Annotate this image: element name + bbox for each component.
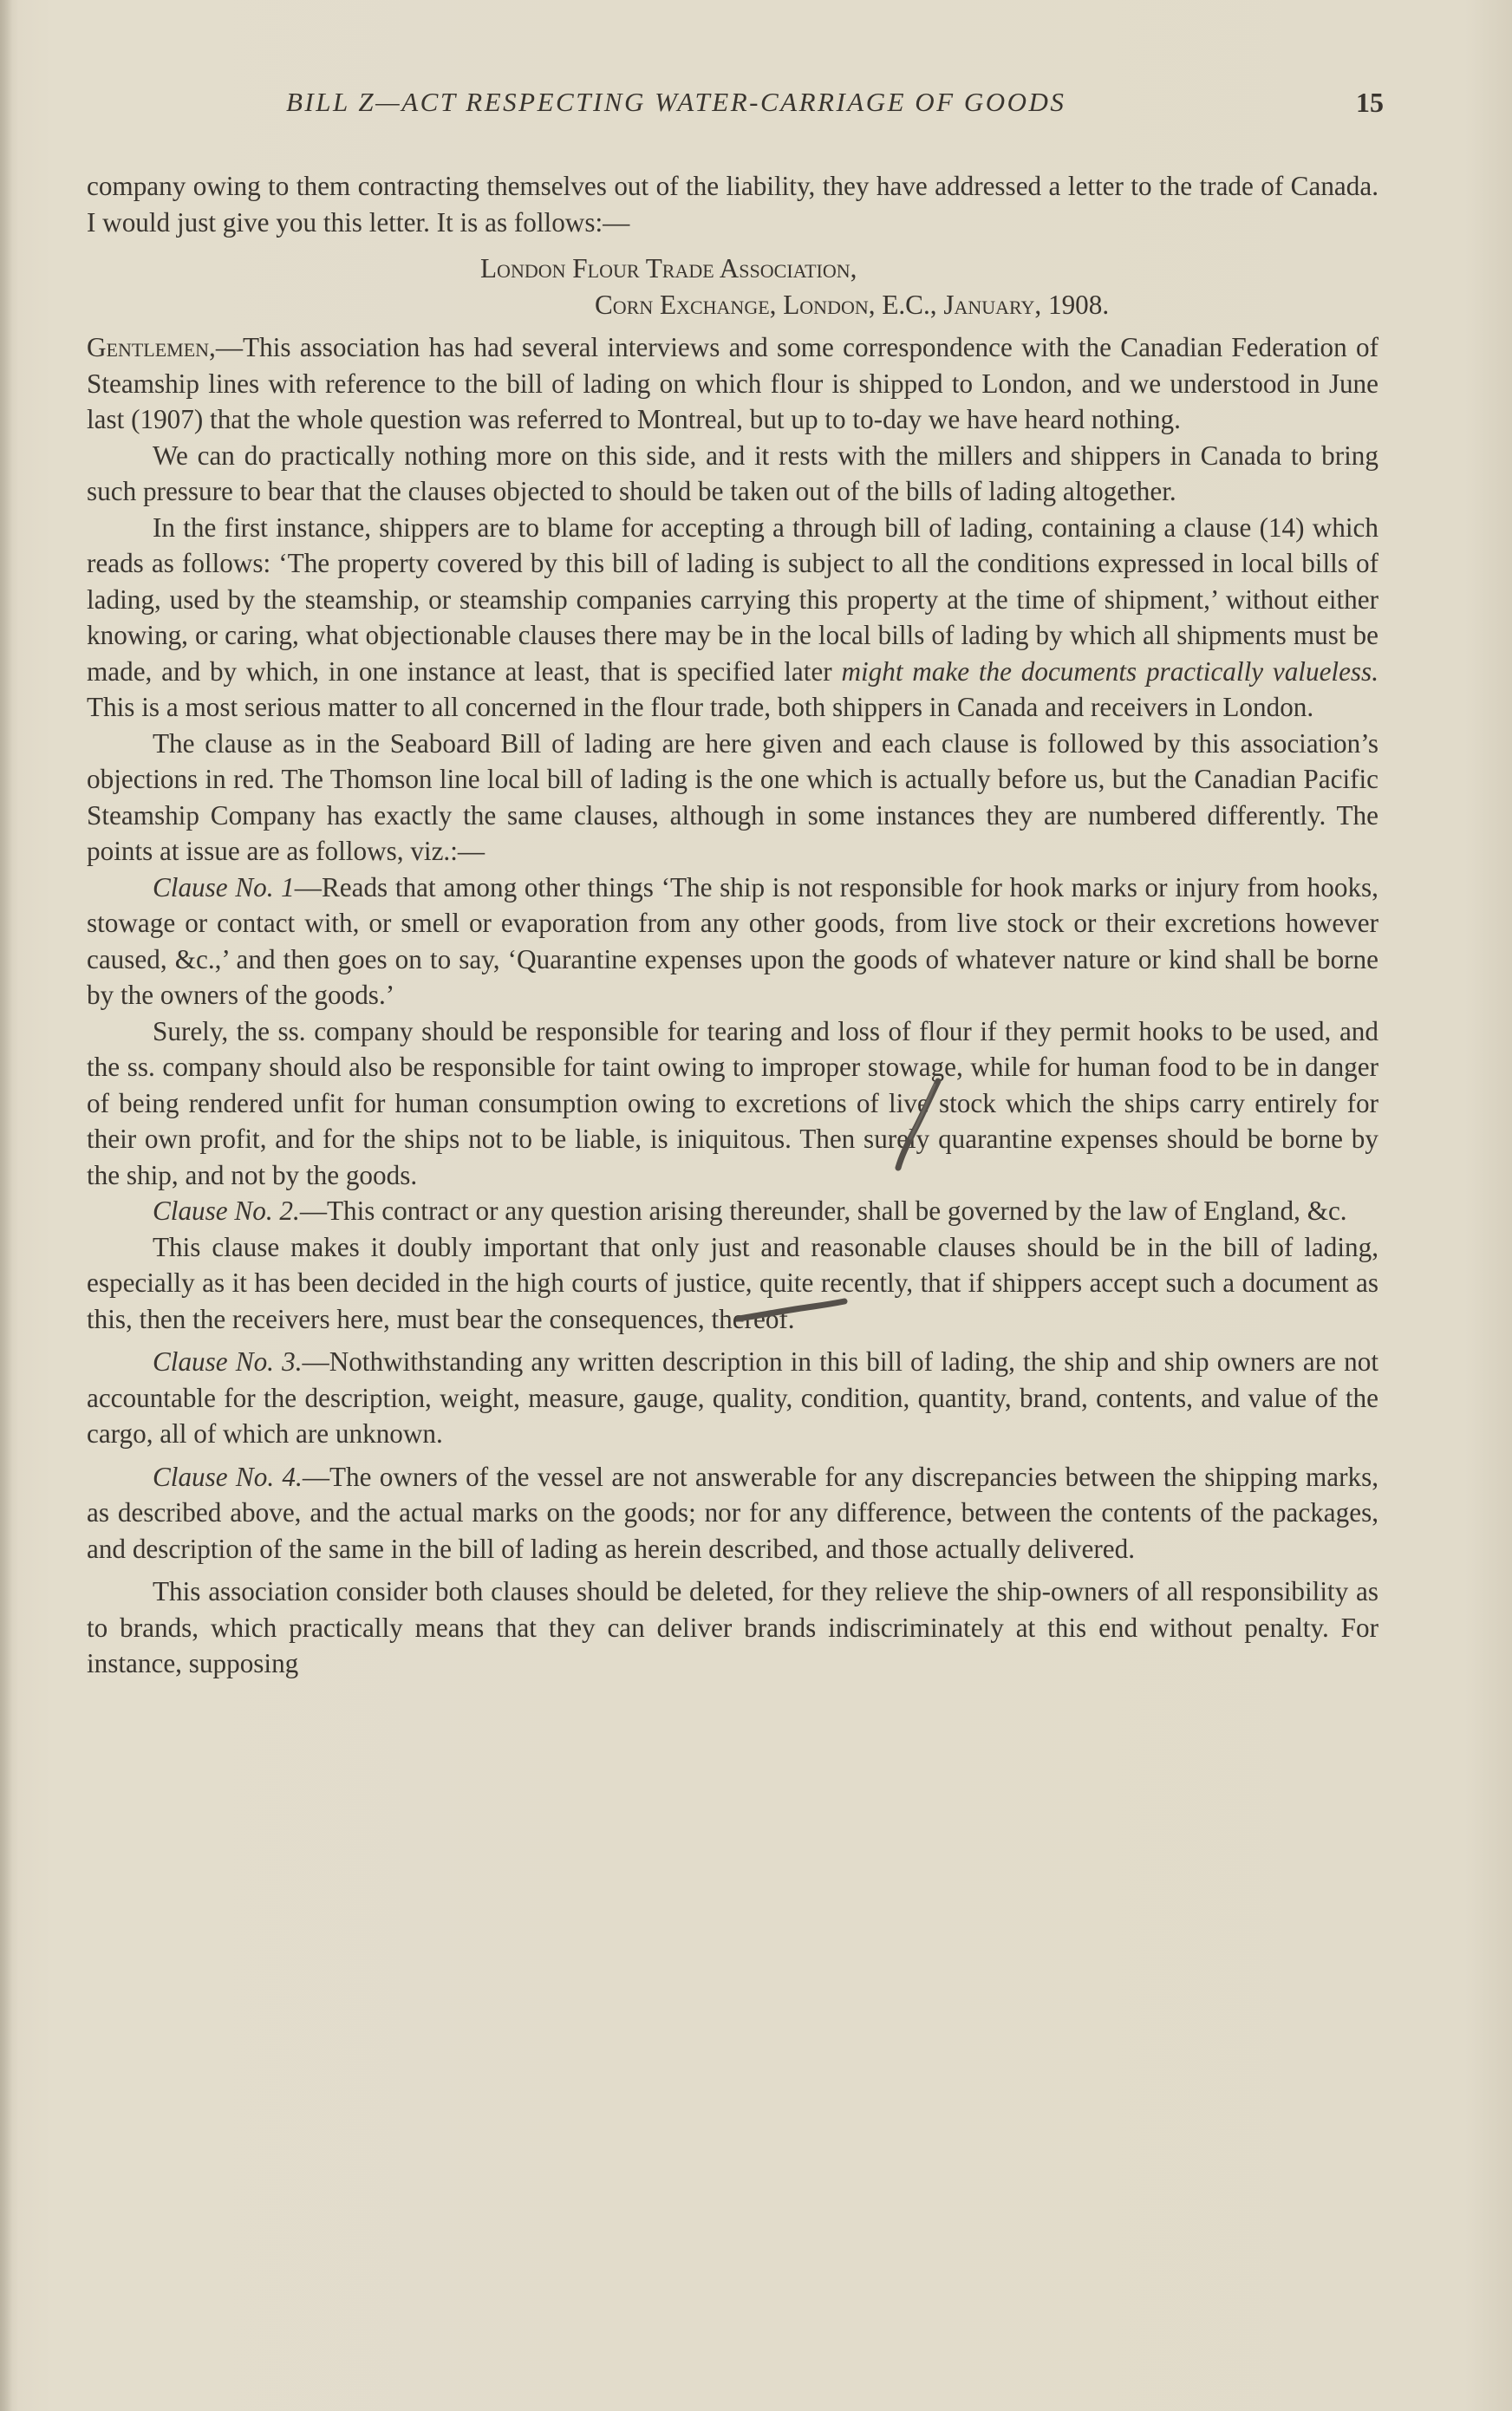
clause-2-paragraph	[87, 1193, 1378, 1229]
clause-4-label: Clause No. 4.	[153, 1461, 303, 1492]
salutation-text: —This association has had several interviews and some correspondence with the Canadian Federation of Steamship lines with reference to the bill of lading on which flour is shipped to London, and we understood in June last (1907) that the whole question was referred to Montreal, but up to to-day we have heard nothing.	[87, 332, 1378, 434]
page-body	[87, 168, 1378, 1682]
paragraph-doubly-important: This clause makes it doubly important that only just and reasonable clauses should be in the bill of lading, especially as it has been decided in the high courts of justice, quite recently, that if shippers accept such a document as this, then the receivers here, must bear the consequences, thereof.	[87, 1231, 1378, 1334]
paragraph-both-clauses: This association consider both clauses should be deleted, for they relieve the ship-owners of all responsibility as to brands, which practically means that they can deliver brands indiscriminately at this end without penalty. For instance, supposing	[87, 1576, 1378, 1678]
letter-salutation-paragraph	[87, 329, 1378, 438]
letter-address-line-2: Corn Exchange, London, E.C., January, 1908.	[595, 289, 1110, 320]
clause-3-label: Clause No. 3.	[153, 1346, 303, 1377]
page-header	[90, 87, 1384, 130]
pencil-dash-mark	[735, 1296, 848, 1331]
salutation-word: Gentlemen,	[87, 332, 216, 362]
letter-address-line-1: London Flour Trade Association,	[480, 253, 857, 283]
paragraph-first-instance-text-b: This is a most serious matter to all concerned in the flour trade, both shippers in Canada and receivers in London.	[87, 692, 1314, 722]
clause-1-paragraph	[87, 870, 1378, 1013]
paragraph-pressure: We can do practically nothing more on this side, and it rests with the millers and shippers in Canada to bring such pressure to bear that the clauses objected to should be taken out of the bills of lading altogether.	[87, 440, 1378, 506]
paragraph-seaboard-clause: The clause as in the Seaboard Bill of lading are here given and each clause is followed by this association’s objections in red. The Thomson line local bill of lading is the one which is actually before us, but the Canadian Pacific Steamship Company has exactly the same clauses, although in some instances they are numbered differently. The points at issue are as follows, viz.:—	[87, 727, 1378, 866]
clause-4-text: —The owners of the vessel are not answerable for any discrepancies between the shipping marks, as described above, and the actual marks on the goods; nor for any difference, between the contents of the packages, and description of the same in the bill of lading as herein described, and those actually delivered.	[87, 1461, 1378, 1564]
paragraph-first-instance-text-a: In the first instance, shippers are to blame for accepting a through bill of lading, containing a clause (14) which reads as follows: ‘The property covered by this bill of lading is subject to all the conditions expressed in local bills of lading, used by the steamship, or steamship companies carrying this property at the time of shipment,’ without either knowing, or caring, what objectionable clauses there may be in the local bills of lading by which all shipments must be made, and by which, in one instance at least, that is specified later	[87, 512, 1378, 687]
clause-4-paragraph	[87, 1459, 1378, 1567]
paragraph-surely: Surely, the ss. company should be responsible for tearing and loss of flour if they permit hooks to be used, and the ss. company should also be responsible for taint owing to improper stowage, while for human food to be in danger of being rendered unfit for human consumption owing to excretions of live stock which the ships carry entirely for their own profit, and for the ships not to be liable, is iniquitous. Then surely quarantine expenses should be borne by the ship, and not by the goods.	[87, 1015, 1378, 1190]
binding-shadow	[0, 0, 12, 2411]
running-head: BILL Z—ACT RESPECTING WATER-CARRIAGE OF GOODS	[286, 87, 1066, 117]
clause-1-text: —Reads that among other things ‘The ship is not responsible for hook marks or injury from hooks, stowage or contact with, or smell or evaporation from any other goods, from live stock or their excretions however caused, &c.,’ and then goes on to say, ‘Quarantine expenses upon the goods of whatever nature or kind shall be borne by the owners of the goods.’	[87, 871, 1378, 1010]
clause-2-text: —This contract or any question arising thereunder, shall be governed by the law of England, &c.	[299, 1196, 1347, 1226]
page-number: 15	[1356, 87, 1384, 118]
emphasis-text: might make the documents practically valueless.	[841, 655, 1378, 687]
clause-1-label: Clause No. 1	[153, 871, 295, 902]
clause-3-paragraph	[87, 1344, 1378, 1452]
paragraph-intro: company owing to them contracting themselves out of the liability, they have addressed a letter to the trade of Canada. I would just give you this letter. It is as follows:—	[87, 171, 1378, 238]
clause-2-label: Clause No. 2.	[153, 1196, 300, 1226]
paragraph-first-instance	[87, 510, 1378, 726]
pencil-check-mark	[893, 1078, 945, 1173]
clause-3-text: —Nothwithstanding any written description in this bill of lading, the ship and ship owners are not accountable for the description, weight, measure, gauge, quality, condition, quantity, brand, contents, and value of the cargo, all of which are unknown.	[87, 1346, 1378, 1449]
